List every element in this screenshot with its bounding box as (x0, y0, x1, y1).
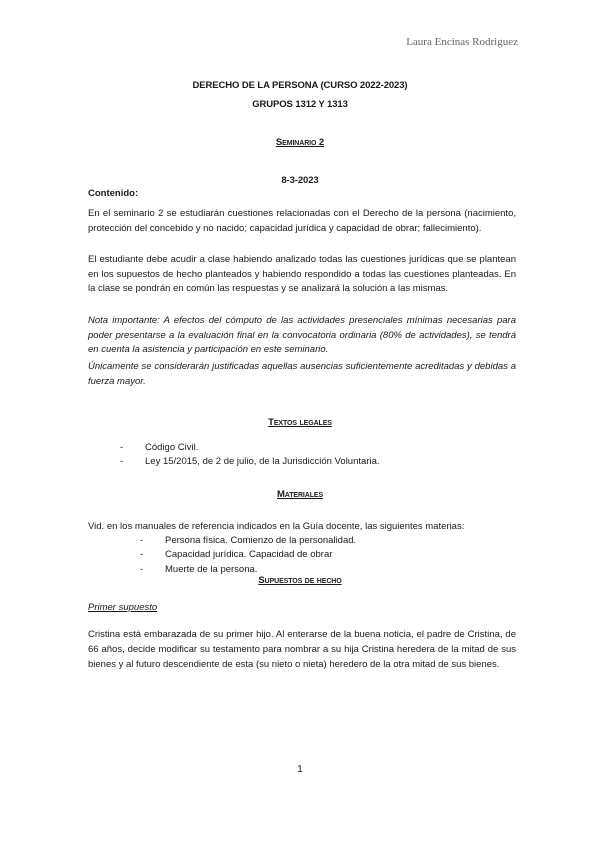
materiales-heading-text: Materiales (276, 489, 324, 500)
supuestos-heading-text: Supuestos de hecho (258, 575, 342, 586)
contenido-paragraph-2: El estudiante debe acudir a clase habiendo analizado todas las cuestiones jurídicas que se plantean en los supuestos de hecho planteados y habiendo respondido a todas las cuestiones planteadas. En la clase se pondrán en común las respuestas y se analizará la solución a las mismas. (88, 254, 516, 295)
list-item-text: Capacidad jurídica. Capacidad de obrar (165, 549, 333, 561)
seminar-title (0, 137, 600, 148)
important-note: Nota importante: A efectos del cómputo de las actividades presenciales mínimas necesarias para poder presentarse a la evaluación final en la convocatoria ordinaria (80% de actividades), se tendrá en cuenta la asistencia y participación en este seminario. (88, 315, 516, 356)
list-item (120, 441, 520, 455)
textos-legales-heading-text: Textos legales (268, 417, 332, 428)
list-item-text: Persona física. Comienzo de la personalidad. (165, 535, 357, 546)
contenido-heading: Contenido: (88, 188, 139, 199)
materiales-list (140, 534, 520, 577)
list-item (120, 455, 520, 469)
first-case-heading: Primer supuesto (88, 602, 158, 613)
contenido-paragraph-1: En el seminario 2 se estudiarán cuestiones relacionadas con el Derecho de la persona (nacimiento, protección del concebido y no nacido; capacidad jurídica y capacidad de obrar; fallecimiento). (88, 208, 516, 234)
list-item-text: Ley 15/2015, de 2 de julio, de la Jurisdicción Voluntaria. (145, 456, 380, 468)
list-item (140, 548, 520, 562)
page-number: 1 (297, 764, 303, 775)
textos-legales-heading (0, 417, 600, 428)
materiales-heading (0, 489, 600, 500)
list-dash: - (120, 456, 124, 468)
list-dash: - (140, 563, 144, 575)
list-item (140, 534, 520, 548)
textos-legales-list (120, 441, 520, 470)
groups-title: GRUPOS 1312 Y 1313 (252, 99, 348, 110)
list-dash: - (140, 549, 144, 561)
list-item-text: Muerte de la persona. (165, 563, 258, 575)
seminar-date: 8-3-2023 (281, 175, 319, 186)
seminar-title-text: Seminario 2 (275, 137, 325, 148)
supuestos-heading (0, 575, 600, 586)
list-dash: - (120, 442, 124, 453)
header-author: Laura Encinas Rodriguez (406, 36, 518, 48)
absence-note: Únicamente se considerarán justificadas aquellas ausencias suficientemente acreditadas y debidas a fuerza mayor. (88, 361, 516, 387)
list-dash: - (140, 535, 144, 546)
materiales-intro: Vid. en los manuales de referencia indicados en la Guía docente, las siguientes materias: (88, 521, 465, 532)
first-case-text: Cristina está embarazada de su primer hijo. Al enterarse de la buena noticia, el padre de Cristina, de 66 años, decide modificar su testamento para nombrar a su hija Cristina heredera de la mitad de sus bienes y al futuro descendiente de esta (su nieto o nieta) heredero de la otra mitad de sus bienes. (88, 629, 516, 671)
course-title: DERECHO DE LA PERSONA (CURSO 2022-2023) (192, 80, 408, 91)
list-item-text: Código Civil. (145, 442, 199, 453)
